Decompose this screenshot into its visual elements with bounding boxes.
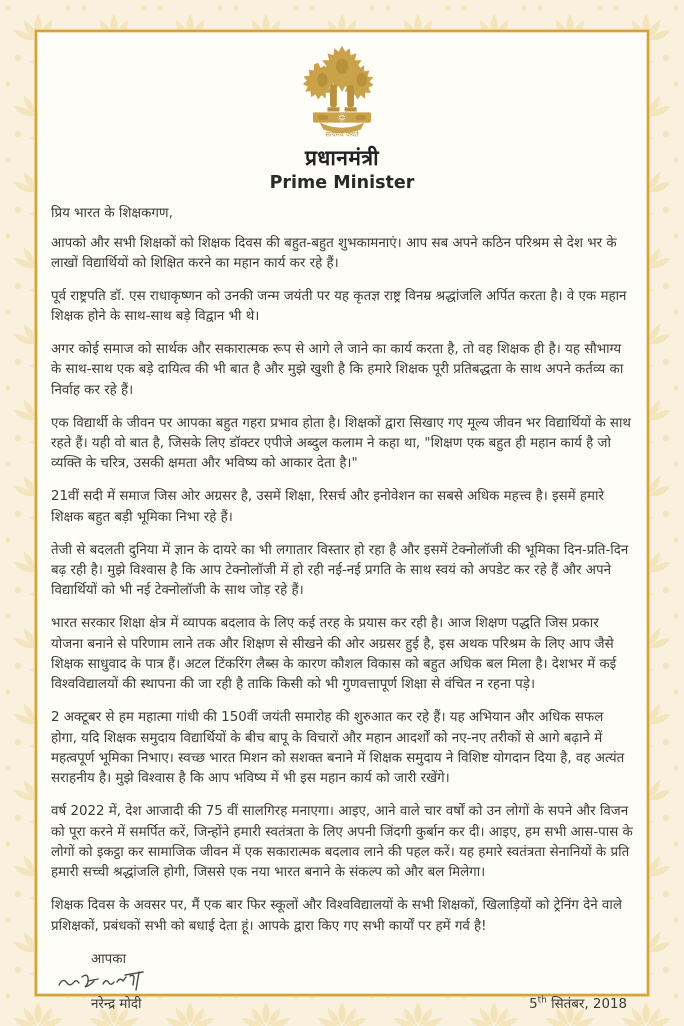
- paragraph-1: आपको और सभी शिक्षकों को शिक्षक दिवस की बहुत-बहुत शुभकामनाएं। आप सब अपने कठिन परिश्रम से देश भर के लाखों विद्यार्थियों को शिक्षित करने का महान कार्य कर रहे हैं।: [51, 235, 617, 271]
- letter-date: [529, 994, 627, 1012]
- title-english: Prime Minister: [269, 173, 415, 193]
- paragraph-3: अगर कोई समाज को सार्थक और सकारात्मक रूप से आगे ले जाने का कार्य करता है, तो वह शिक्षक ही है। यह सौभाग्य के साथ-साथ एक बड़े दायित्व की भी बात है और मुझे खुशी है कि हमारे शिक्षक पूरी प्रतिबद्धता के साथ अपने कर्तव्य का निर्वाह कर रहे हैं।: [51, 342, 624, 398]
- date-day: 5: [529, 997, 538, 1013]
- paragraph-10: शिक्षक दिवस के अवसर पर, मैं एक बार फिर स्कूलों और विश्वविद्यालयों के सभी शिक्षकों, खिलाड़ियों को ट्रेनिंग देने वाले प्रशिक्षकों, प्रबंधकों सभी को बधाई देता हूं। आपके द्वारा किए गए सभी कार्यों पर हमें गर्व है!: [51, 898, 622, 934]
- emblem-wrap: [51, 44, 633, 142]
- paragraph-7: भारत सरकार शिक्षा क्षेत्र में व्यापक बदलाव के लिए कई तरह के प्रयास कर रही है। आज शिक्षण पद्धति जिस प्रकार योजना बनाने से परिणाम लाने तक और शिक्षण से सीखने की ओर अग्रसर हुई है, इस अथक परिश्रम के लिए आप जैसे शिक्षक साधुवाद के पात्र हैं। अटल टिंकरिंग लैब्स के कारण कौशल विकास को बहुत अधिक बल मिला है। देशभर में कई विश्वविद्यालयों की स्थापना की जा रही है ताकि किसी को भी गुणवत्तापूर्ण शिक्षा से वंचित न रहना पड़े।: [51, 616, 617, 693]
- signature-image: [55, 968, 165, 994]
- paragraph-9: वर्ष 2022 में, देश आजादी की 75 वीं सालगिरह मनाएगा। आइए, आने वाले चार वर्षों को उन लोगों के सपने और विजन को पूरा करने में समर्पित करें, जिन्होंने हमारी स्वतंत्रता के लिए अपनी जिंदगी कुर्बान कर दी। आइए, हम सभी आस-पास के लोगों को इकट्ठा कर सामाजिक जीवन में एक सकारात्मक बदलाव लाने की पहल करें। यह हमारे स्वतंत्रता सेनानियों के प्रति हमारी सच्ची श्रद्धांजलि होगी, जिससे एक नया भारत बनाने के संकल्प को और बल मिलेगा।: [51, 804, 633, 881]
- paragraph-4: एक विद्यार्थी के जीवन पर आपका बहुत गहरा प्रभाव होता है। शिक्षकों द्वारा सिखाए गए मूल्य जीवन भर विद्यार्थियों के साथ रहते हैं। यही वो बात है, जिसके लिए डॉक्टर एपीजे अब्दुल कलाम ने कहा था, "शिक्षण एक बहुत ही महान कार्य है जो व्यक्ति के चरित्र, उसकी क्षमता और भविष्य को आकार देता है।": [51, 415, 631, 472]
- closing-yours: आपका: [91, 952, 127, 968]
- emblem-caption: सत्यमेव जयते: [325, 130, 359, 138]
- letter-body: [51, 234, 633, 937]
- title-hindi: प्रधानमंत्री: [304, 146, 380, 170]
- salutation: प्रिय भारत के शिक्षकगण,: [51, 206, 173, 221]
- paragraph-2: पूर्व राष्ट्रपति डॉ. एस राधाकृष्णन को उनकी जन्म जयंती पर यह कृतज्ञ राष्ट्र विनम्र श्रद्धांजलि अर्पित करता है। वे एक महान शिक्षक होने के साथ-साथ बड़े विद्वान भी थे।: [51, 288, 627, 325]
- letterhead-paper: [35, 30, 649, 1013]
- date-rest: सितंबर, 2018: [546, 997, 627, 1013]
- paragraph-8: 2 अक्टूबर से हम महात्मा गांधी की 150वीं जयंती समारोह की शुरुआत कर रहे हैं। यह अभियान और अधिक सफल होगा, यदि शिक्षक समुदाय विद्यार्थियों के बीच बापू के विचारों और महान आदर्शों को नए-नए तरीकों से आगे बढ़ाने में महत्वपूर्ण भूमिका निभाए। स्वच्छ भारत मिशन को सशक्त बनाने में शिक्षक समुदाय ने विशिष्ट योगदान दिया है, वह अत्यंत सराहनीय है। मुझे विश्वास है कि आप भविष्य में भी इस महान कार्य को जारी रखेंगे।: [51, 710, 625, 787]
- paragraph-6: तेजी से बदलती दुनिया में ज्ञान के दायरे का भी लगातार विस्तार हो रहा है और इसमें टेक्नोलॉजी की भूमिका दिन-प्रति-दिन बढ़ रही है। मुझे विश्वास है कि आप टेक्नोलॉजी में हो रही नई-नई प्रगति के साथ स्वयं को अपडेट कर रहे हैं और अपने विद्यार्थियों को भी नई टेक्नोलॉजी के साथ जोड़ रहे हैं।: [51, 542, 629, 599]
- date-ordinal: th: [537, 995, 547, 1006]
- signatory-name: नरेन्द्र मोदी: [91, 997, 142, 1013]
- ashoka-emblem-icon: [299, 44, 385, 138]
- paragraph-5: 21वीं सदी में समाज जिस ओर अग्रसर है, उसमें शिक्षा, रिसर्च और इनोवेशन का सबसे अधिक महत्त्व है। इसमें हमारे शिक्षक बहुत बड़ी भूमिका निभा रहे हैं।: [51, 489, 604, 525]
- footer-row: [51, 994, 633, 1012]
- signature-row: [53, 968, 633, 994]
